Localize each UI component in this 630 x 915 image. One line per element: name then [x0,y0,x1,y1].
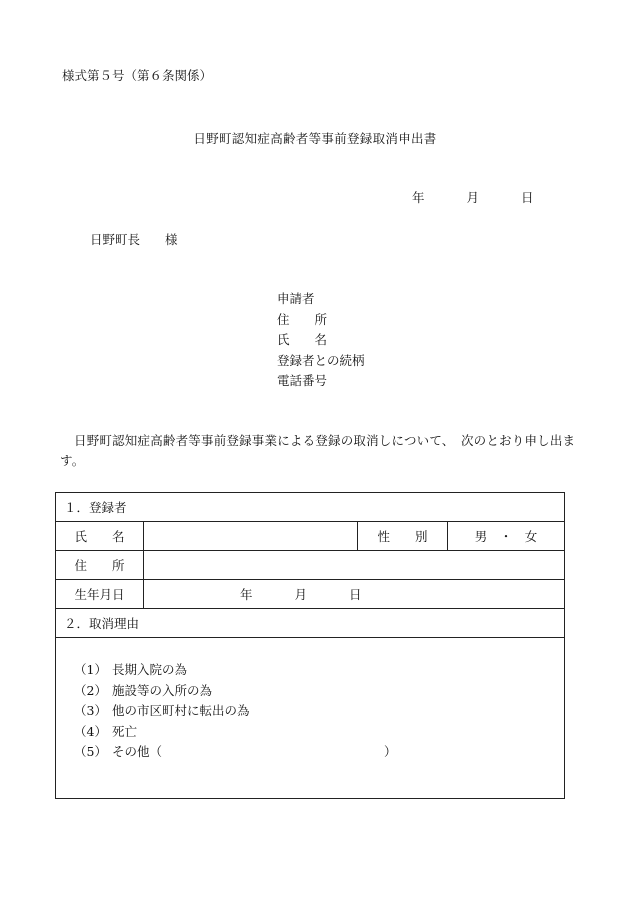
reason-text: 死亡 [112,723,138,739]
reasons-list [56,638,565,799]
reason-item[interactable] [74,681,556,702]
addressee: 日野町長 様 [90,232,178,247]
reason-number: （2） [74,682,107,698]
reason-other-close: ） [384,744,397,759]
applicant-block [277,289,365,392]
applicant-name-label: 氏 名 [277,332,328,347]
document-title: 日野町認知症高齢者等事前登録取消申出書 [193,131,437,146]
date-year-label: 年 [412,190,425,205]
reason-text: 他の市区町村に転出の為 [112,703,250,718]
date-line [412,188,534,206]
sex-choice[interactable]: 男 ・ 女 [448,522,565,551]
reason-item[interactable] [74,660,556,681]
applicant-address-label: 住 所 [277,311,328,327]
reason-text: その他（ [112,744,163,759]
dob-month-label: 月 [294,587,308,602]
date-month-label: 月 [466,190,480,205]
reason-number: （1） [74,662,107,677]
dob-year-label: 年 [240,587,253,602]
date-day-label: 日 [521,190,534,205]
reason-item[interactable] [74,742,556,763]
registrant-address-field[interactable] [144,551,565,580]
registrant-address-label: 住 所 [56,551,144,580]
reason-item[interactable] [74,701,556,722]
reason-text: 施設等の入所の為 [112,682,213,698]
registration-table [55,492,565,799]
reason-text: 長期入院の為 [112,662,188,677]
registrant-name-field[interactable] [144,522,358,551]
reason-number: （5） [74,744,107,759]
applicant-heading: 申請者 [277,291,315,306]
dob-field[interactable] [144,580,565,609]
reason-item[interactable] [74,722,556,743]
applicant-relationship-label: 登録者との続柄 [277,352,365,368]
form-number: 様式第５号（第６条関係） [62,68,213,83]
sex-label: 性 別 [358,522,448,551]
request-statement: 日野町認知症高齢者等事前登録事業による登録の取消しについて、 次のとおり申し出ます。 [60,433,576,468]
applicant-phone-label: 電話番号 [277,373,328,388]
section-reason-heading: ２．取消理由 [56,609,565,638]
reason-number: （3） [74,703,107,718]
section-registrant-heading: １．登録者 [56,493,565,522]
reason-number: （4） [74,723,107,739]
dob-day-label: 日 [349,587,362,602]
dob-label: 生年月日 [56,580,144,609]
registrant-name-label: 氏 名 [56,522,144,551]
